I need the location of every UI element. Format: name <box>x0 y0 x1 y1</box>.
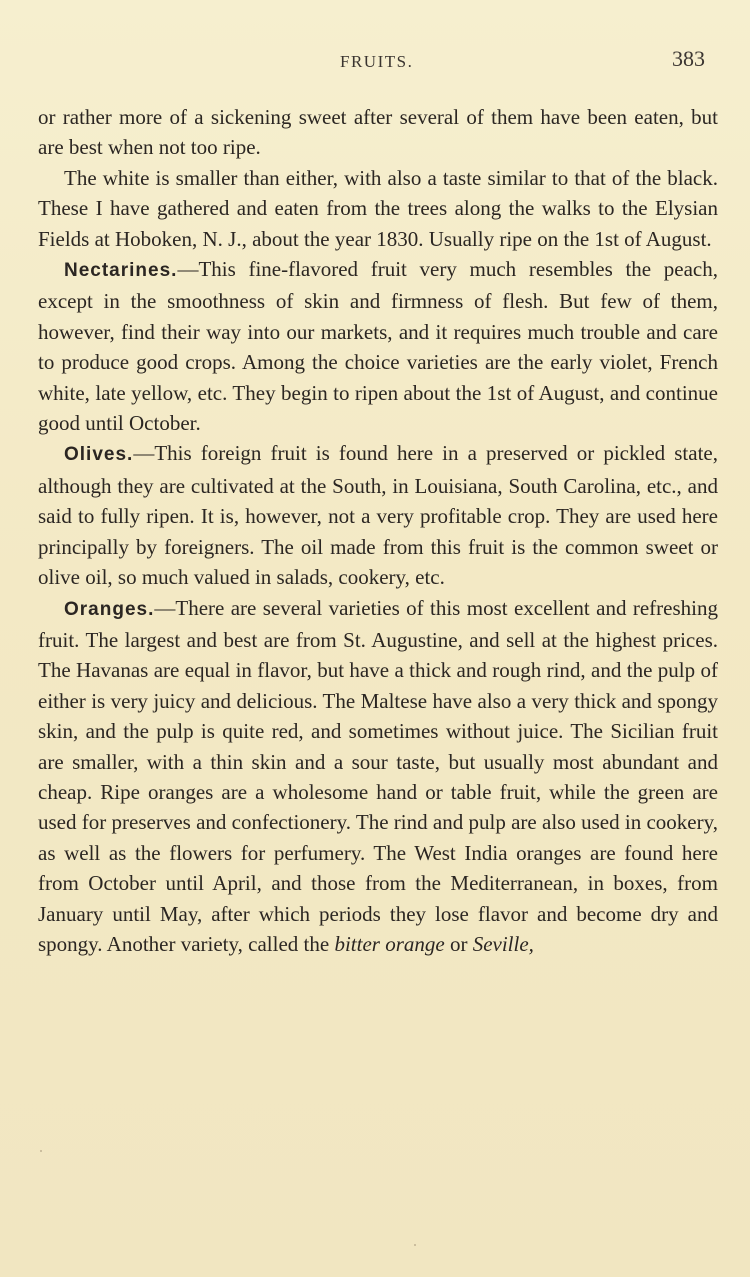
paragraph-text: —This fine-flavored fruit very much resembles the peach, except in the smoothness of skin and firmness of flesh. But few of them, however, find their way into our markets, and it requires much trouble and care to produce good crops. Among the choice varieties are the early violet, French white, late yellow, etc. They begin to ripen about the 1st of August, and continue good until October. <box>38 257 718 436</box>
paragraph-text: The white is smaller than either, with also a taste similar to that of the black. These I have gathered and eaten from the trees along the walks to the Elysian Fields at Hoboken, N. J., about the year 1830. Usually ripe on the 1st of August. <box>38 165 718 251</box>
paragraph-white-mulberry <box>38 163 718 254</box>
paragraph-text-connector: or <box>444 931 473 956</box>
running-title: FRUITS. <box>340 52 414 71</box>
entry-heading-oranges: Oranges. <box>64 598 155 620</box>
paragraph-text: —This foreign fruit is found here in a preserved or pickled state, although they are cultivated at the South, in Louisiana, South Carolina, etc., and said to fully ripen. It is, however, not a very profitable crop. They are used here principally by foreigners. The oil made from this fruit is the common sweet or olive oil, so much valued in salads, cookery, etc. <box>38 441 718 590</box>
paragraph-oranges <box>38 593 718 960</box>
paragraph-text: or rather more of a sickening sweet after several of them have been eaten, but are best when not too ripe. <box>38 105 718 160</box>
body-text <box>38 102 718 959</box>
paragraph-nectarines <box>38 254 718 438</box>
entry-heading-nectarines: Nectarines. <box>64 260 178 282</box>
paragraph-text: —There are several varieties of this most excellent and refreshing fruit. The largest and best are from St. Augustine, and sell at the highest prices. The Havanas are equal in flavor, but have a thick and rough rind, and the pulp of either is very juicy and delicious. The Maltese have also a very thick and spongy skin, and the pulp is quite red, and sometimes without juice. The Sicilian fruit are smaller, with a thin skin and a sour taste, but usually most abundant and cheap. Ripe oranges are a wholesome hand or table fruit, while the green are used for preserves and confectionery. The rind and pulp are also used in cookery, as well as the flowers for perfumery. The West India oranges are found here from October until April, and those from the Mediterranean, in boxes, from January until May, after which periods they lose flavor and become dry and spongy. Another variety, called the <box>38 595 718 956</box>
paragraph-olives <box>38 438 718 592</box>
italic-term-bitter-orange: bitter orange <box>334 931 445 956</box>
entry-heading-olives: Olives. <box>64 444 134 466</box>
italic-term-seville: Seville, <box>472 931 534 956</box>
paper-speck <box>40 1150 42 1152</box>
paper-speck <box>414 1244 416 1246</box>
running-header <box>0 48 750 78</box>
paragraph-continuation <box>38 102 718 163</box>
page-number: 383 <box>672 46 705 71</box>
